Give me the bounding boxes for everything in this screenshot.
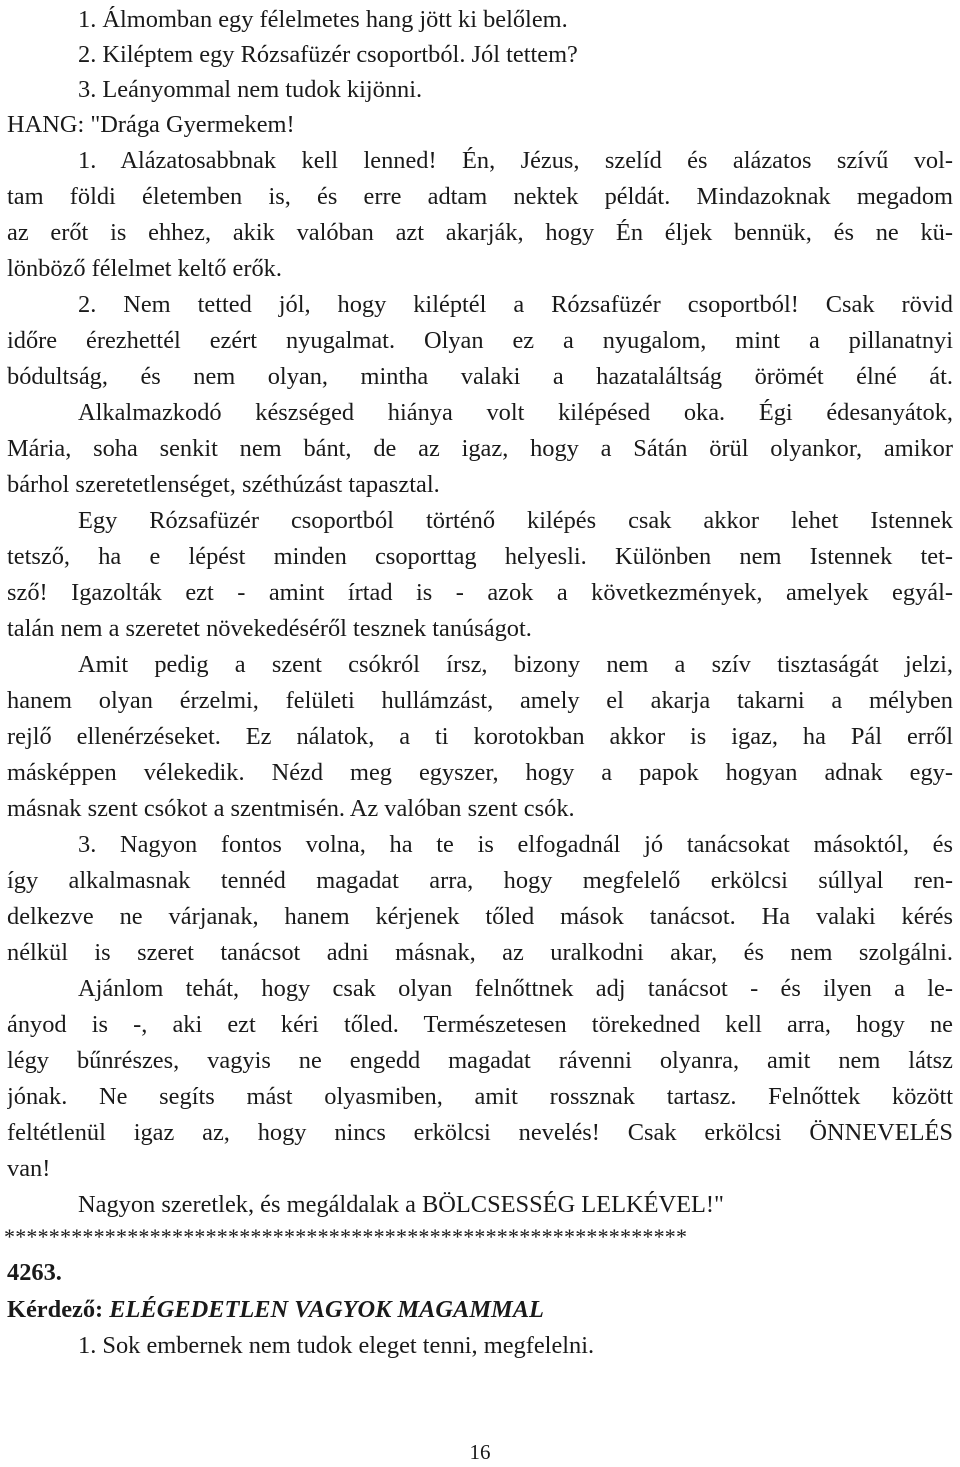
answer-line: így alkalmasnak tennéd magadat arra, hogy megfelelő erkölcsi súllyal ren- [7,867,953,894]
answer-line: Amit pedig a szent csókról írsz, bizony nem a szív tisztaságát jelzi, [78,651,953,678]
answer-line: légy bűnrészes, vagyis ne engedd magadat rávenni olyanra, amit nem látsz [7,1047,953,1074]
answer-line: bárhol szeretetlenséget, széthúzást tapasztal. [7,471,440,498]
answer-line: 3. Nagyon fontos volna, ha te is elfogadnál jó tanácsokat másoktól, és [78,831,953,858]
answer-line: delkezve ne várjanak, hanem kérjenek tőled mások tanácsot. Ha valaki kérés [7,903,953,930]
answer-line: lönböző félelmet keltő erők. [7,255,282,282]
answer-line: 2. Nem tetted jól, hogy kiléptél a Rózsafüzér csoportból! Csak rövid [78,291,953,318]
answer-line: Alkalmazkodó készséged hiánya volt kilépésed oka. Égi édesanyátok, [78,399,953,426]
answer-line: rejlő ellenérzéseket. Ez nálatok, a ti korotokban akkor is igaz, ha Pál erről [7,723,953,750]
answer-line: 1. Alázatosabbnak kell lenned! Én, Jézus, szelíd és alázatos szívű vol- [78,147,953,174]
answer-line: másképpen vélekedik. Nézd meg egyszer, hogy a papok hogyan adnak egy- [7,759,953,786]
answer-line: Mária, soha senkit nem bánt, de az igaz, hogy a Sátán örül olyankor, amikor [7,435,953,462]
answer-line: jónak. Ne segíts mást olyasmiben, amit rossznak tartasz. Felnőttek között [7,1083,953,1110]
answer-line: Ajánlom tehát, hogy csak olyan felnőttnek adj tanácsot - és ilyen a le- [78,975,953,1002]
question-line: 3. Leányommal nem tudok kijönni. [78,76,423,103]
question-line: 2. Kiléptem egy Rózsafüzér csoportból. Jól tettem? [78,41,578,68]
answer-line: másnak szent csókot a szentmisén. Az valóban szent csók. [7,795,575,822]
closing-line: Nagyon szeretlek, és megáldalak a BÖLCSESSÉG LELKÉVEL!" [78,1191,724,1218]
asker-line [7,1293,953,1327]
question-line: 1. Sok embernek nem tudok eleget tenni, megfelelni. [78,1332,595,1359]
answer-line: tam földi életemben is, és erre adtam nektek példát. Mindazoknak megadom [7,183,953,210]
answer-line: tetsző, ha e lépést minden csoporttag helyesli. Különben nem Istennek tet- [7,543,953,570]
answer-line: az erőt is ehhez, akik valóban azt akarják, hogy Én éljek bennük, és ne kü- [7,219,953,246]
separator-line: ************************************************************* [4,1224,688,1249]
answer-line: talán nem a szeretet növekedéséről tesznek tanúságot. [7,615,532,642]
answer-line: időre érezhettél ezért nyugalmat. Olyan ez a nyugalom, mint a pillanatnyi [7,327,953,354]
answer-line: ányod is -, aki ezt kéri tőled. Természetesen törekedned kell arra, hogy ne [7,1011,953,1038]
answer-line: bódultság, és nem olyan, mintha valaki a hazataláltság örömét élné át. [7,363,953,390]
answer-line: sző! Igazolták ezt - amint írtad is - azok a következmények, amelyek egyál- [7,579,953,606]
answer-line: Egy Rózsafüzér csoportból történő kilépés csak akkor lehet Istennek [78,507,953,534]
question-line: 1. Álmomban egy félelmetes hang jött ki belőlem. [78,6,568,33]
voice-heading: HANG: "Drága Gyermekem! [7,111,295,138]
asker-label: Kérdező: [7,1296,104,1323]
answer-line: hanem olyan érzelmi, felületi hullámzást, amely el akarja takarni a mélyben [7,687,953,714]
answer-line: van! [7,1155,51,1182]
page-number: 16 [469,1440,491,1464]
asker-value: ELÉGEDETLEN VAGYOK MAGAMMAL [109,1296,544,1323]
answer-line: nélkül is szeret tanácsot adni másnak, az uralkodni akar, és nem szolgálni. [7,939,953,966]
answer-line: feltétlenül igaz az, hogy nincs erkölcsi nevelés! Csak erkölcsi ÖNNEVELÉS [7,1119,953,1146]
entry-number: 4263. [7,1259,62,1286]
